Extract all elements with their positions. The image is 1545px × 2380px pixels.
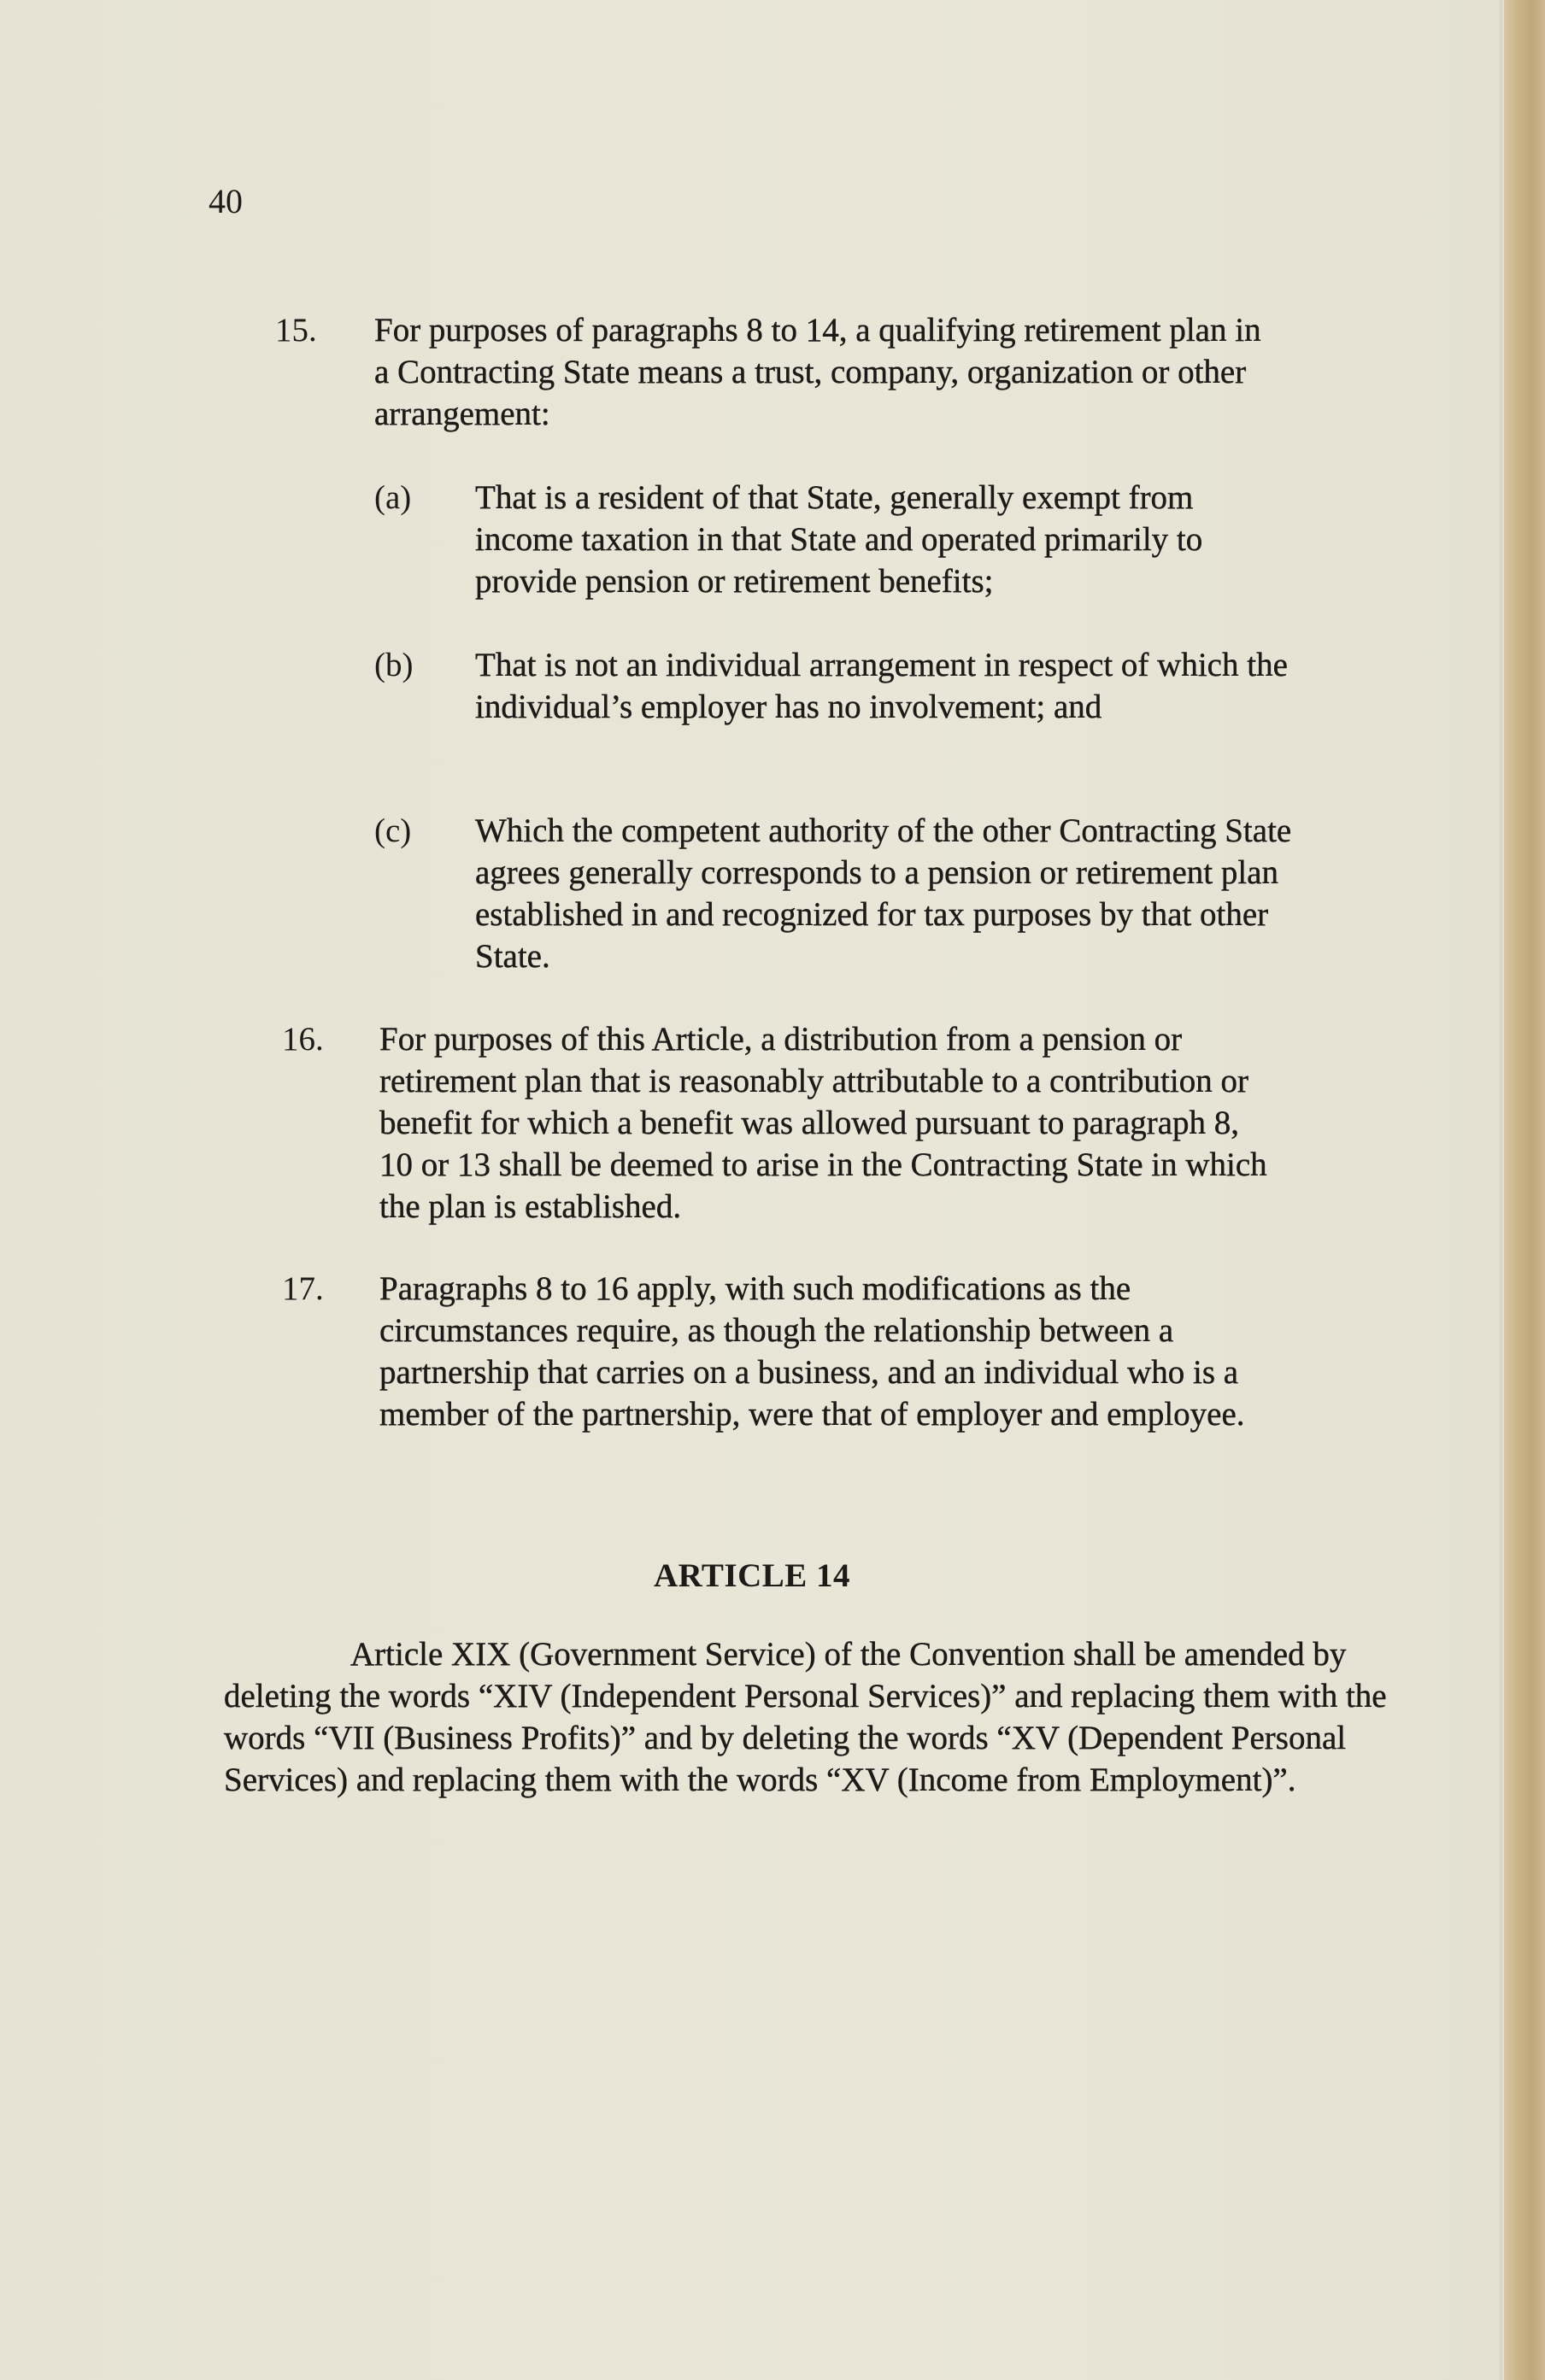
paragraph-16-number: 16. <box>282 1021 324 1058</box>
paragraph-16-text: For purposes of this Article, a distribution from a pension or retirement plan that is reasonably attributable to a contribution or benefit for which a benefit was allowed pursuant to paragraph 8, 10 or 13 shall be deemed to arise in the Contracting State in which the plan is established. <box>379 1021 1267 1225</box>
paragraph-17-number: 17. <box>282 1270 324 1307</box>
page-number: 40 <box>209 182 243 220</box>
item-b-label: (b) <box>374 647 414 683</box>
book-spine-edge <box>1504 0 1545 2380</box>
item-a-text: That is a resident of that State, generally exempt from income taxation in that State and operated primarily to provide pension or retirement benefits; <box>475 479 1203 600</box>
paragraph-17-text: Paragraphs 8 to 16 apply, with such modifications as the circumstances require, as though the relationship between a partnership that carries on a business, and an individual who is a member of the partnership, were that of employer and employee. <box>379 1270 1245 1433</box>
page-edge-shadow <box>1497 0 1502 2380</box>
item-c-label: (c) <box>374 812 412 849</box>
article-heading: ARTICLE 14 <box>653 1557 851 1594</box>
item-a-label: (a) <box>374 479 412 516</box>
item-c-text: Which the competent authority of the other Contracting State agrees generally corresponds to a pension or retirement plan established in and recognized for tax purposes by that other State. <box>475 812 1292 975</box>
paragraph-15-number: 15. <box>275 312 317 349</box>
paragraph-15-text: For purposes of paragraphs 8 to 14, a qualifying retirement plan in a Contracting State means a trust, company, organization or other arrangement: <box>374 312 1261 432</box>
item-b-text: That is not an individual arrangement in respect of which the individual’s employer has no involvement; and <box>475 647 1288 725</box>
article-text: Article XIX (Government Service) of the Convention shall be amended by deleting the words “XIV (Independent Personal Services)” and replacing them with the words “VII (Business Profits)” and by deleting the words “XV (Dependent Personal Services) and replacing them with the words “XV (Income from Employment)”. <box>224 1636 1387 1798</box>
